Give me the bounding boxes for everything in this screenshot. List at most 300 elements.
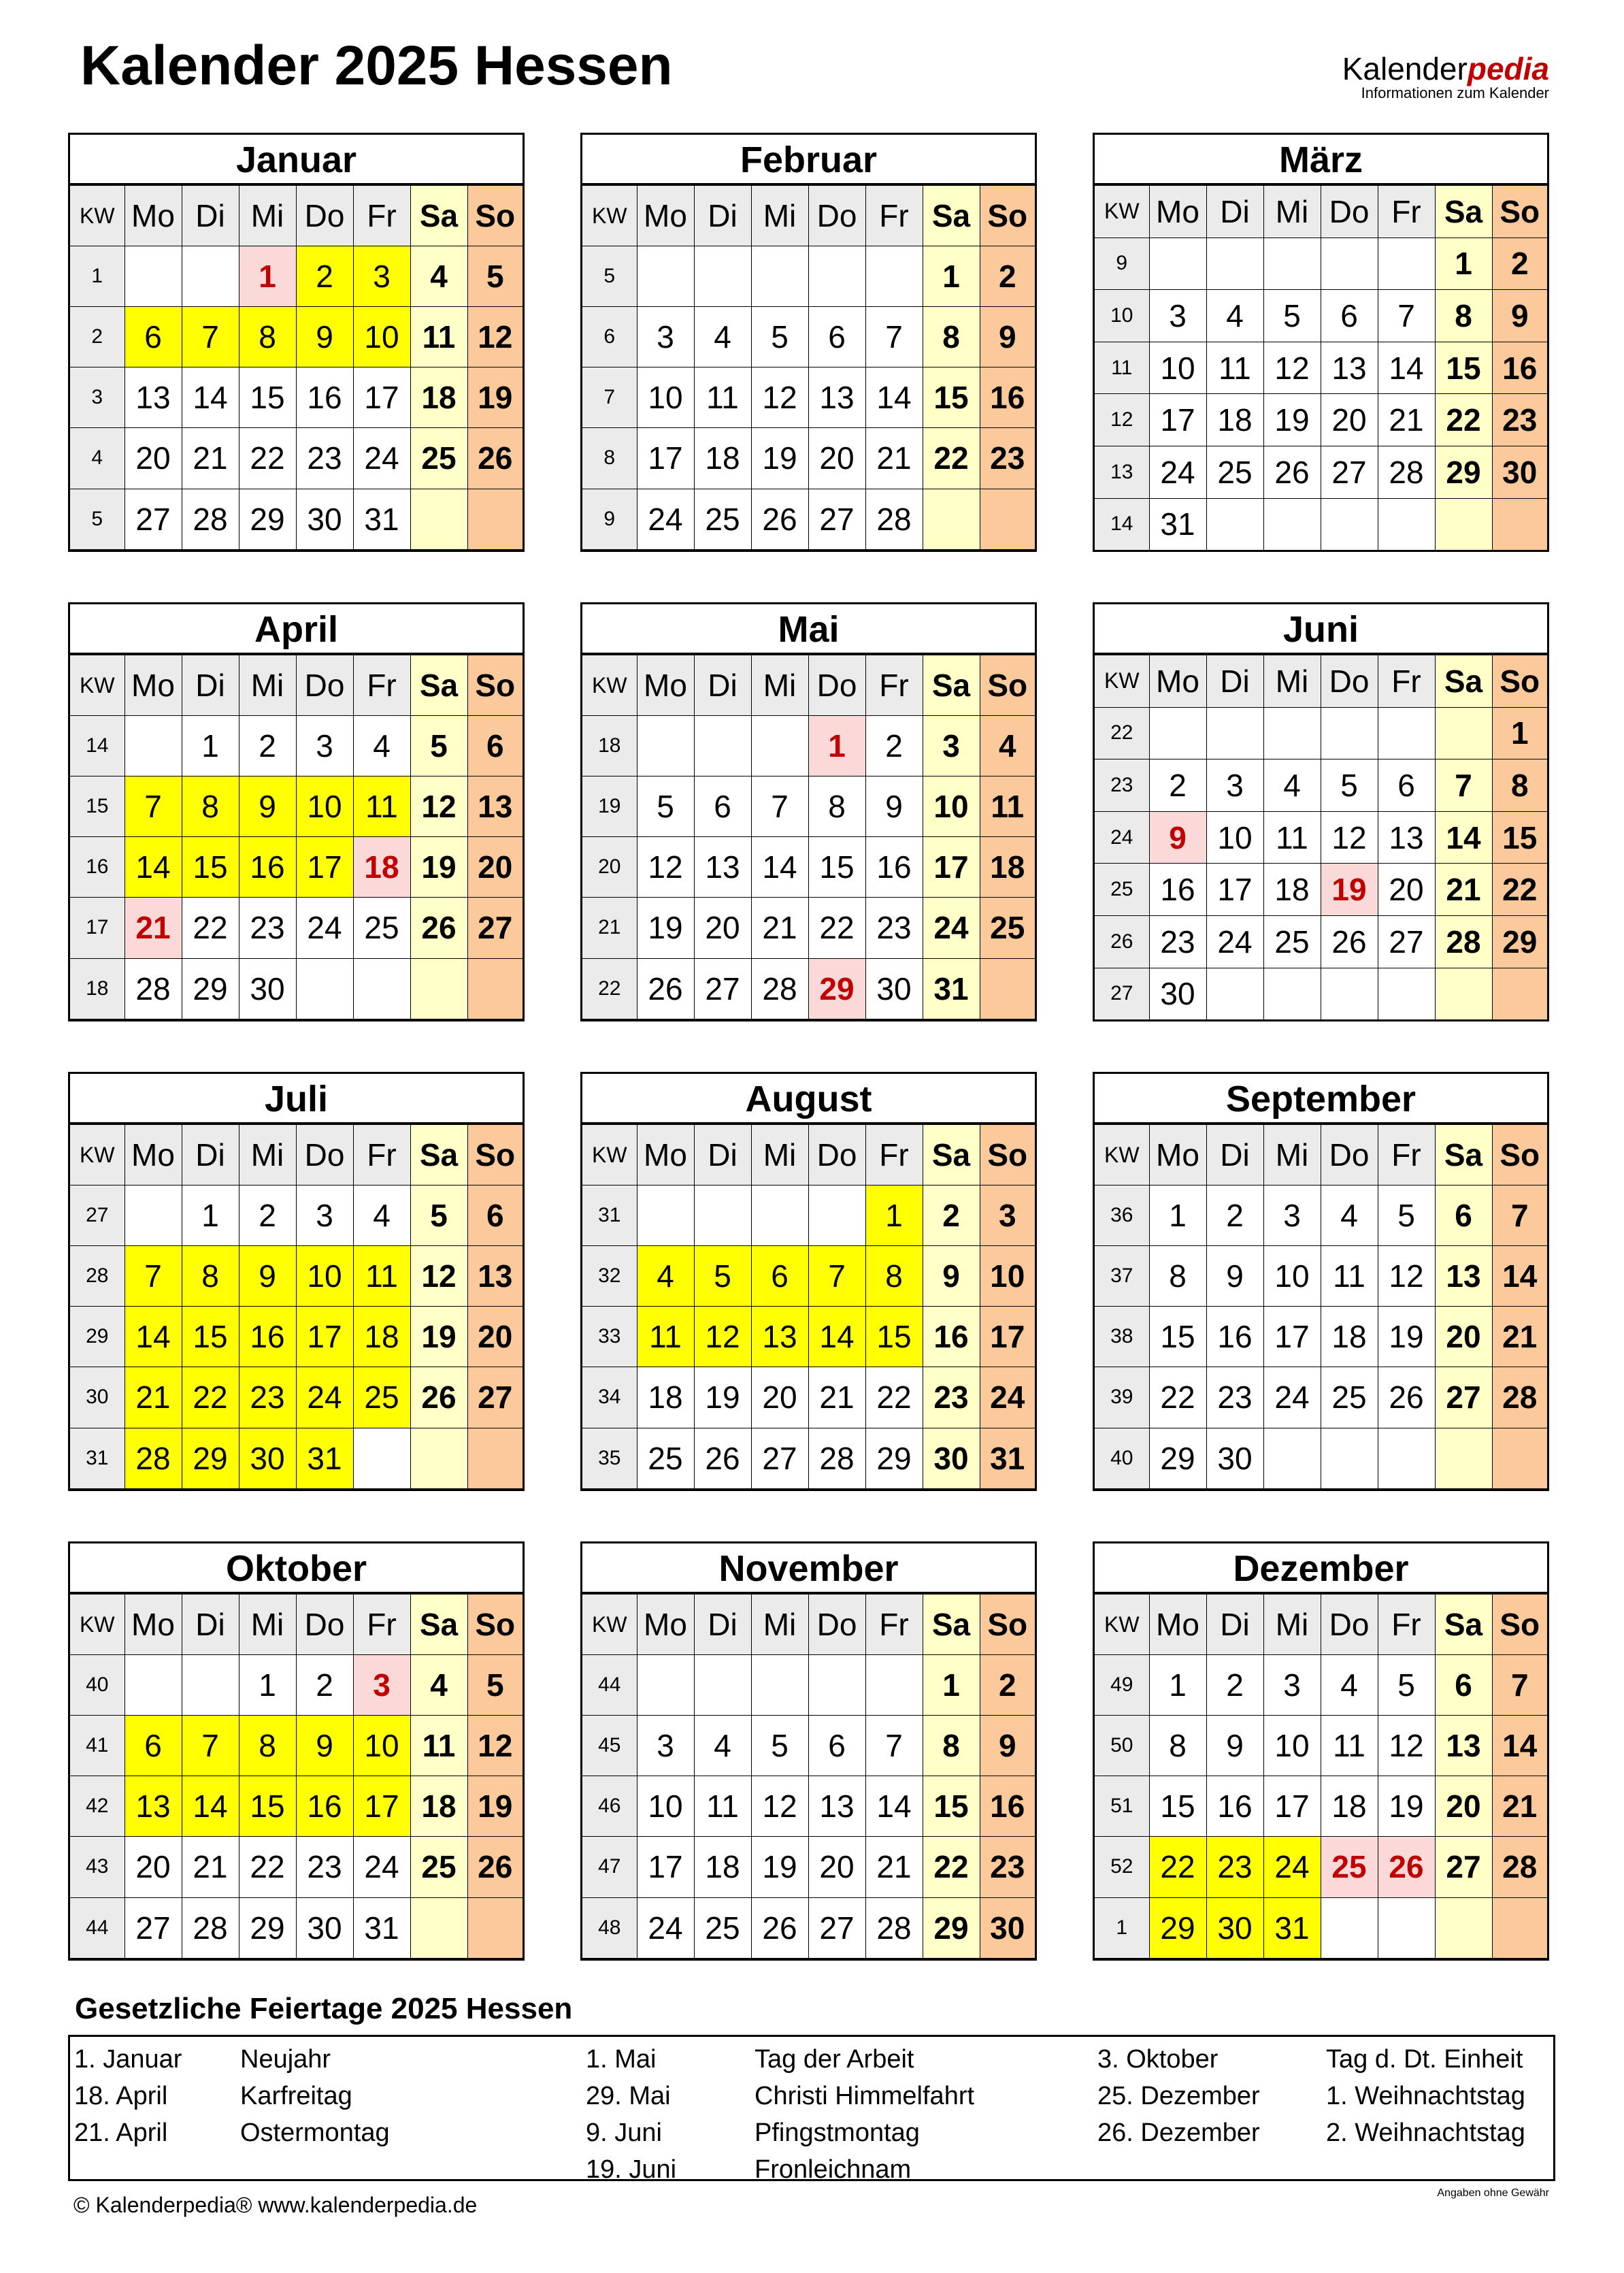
day-cell: 19: [1263, 394, 1321, 446]
empty-day-cell: [182, 549, 239, 550]
weekday-header: Sa: [410, 1125, 467, 1185]
day-cell: 31: [353, 489, 410, 549]
week-number: [1095, 1488, 1149, 1489]
day-cell: 2: [239, 716, 296, 776]
month-6: [1093, 602, 1549, 1021]
kw-header: KW: [70, 186, 125, 246]
weekday-header-row: [1095, 1595, 1547, 1655]
empty-day-cell: [980, 1488, 1035, 1489]
week-row: [1095, 864, 1547, 916]
empty-day-cell: [1321, 1958, 1378, 1959]
day-cell: 4: [694, 307, 751, 367]
week-row: [70, 1837, 523, 1897]
month-title: August: [582, 1074, 1035, 1124]
weekday-header: Mo: [637, 1125, 694, 1185]
week-number: [582, 549, 637, 550]
day-cell: 22: [182, 898, 239, 958]
weekday-header: Di: [182, 186, 239, 246]
day-cell: 22: [1435, 394, 1492, 446]
week-row: [1095, 707, 1547, 759]
kw-header: KW: [582, 186, 637, 246]
weekday-header: Di: [182, 655, 239, 716]
day-cell: 9: [296, 307, 353, 367]
day-cell: 3: [980, 1185, 1035, 1246]
empty-day-cell: [125, 1488, 182, 1489]
day-cell: 17: [637, 1837, 694, 1897]
week-number: 43: [70, 1837, 125, 1897]
day-cell: 10: [637, 367, 694, 428]
day-cell: 16: [239, 837, 296, 898]
week-row: [582, 367, 1035, 428]
day-cell: 6: [467, 716, 523, 776]
week-row: [70, 1488, 523, 1489]
day-cell: 4: [1206, 290, 1263, 342]
day-cell: 20: [125, 1837, 182, 1897]
day-cell: 27: [751, 1428, 808, 1488]
empty-day-cell: [1206, 498, 1263, 550]
day-cell: 27: [1321, 446, 1378, 498]
weekday-header: Mo: [637, 1595, 694, 1655]
footer-disclaimer: Angaben ohne Gewähr: [1437, 2187, 1549, 2199]
empty-day-cell: [1435, 1958, 1492, 1959]
empty-day-cell: [1378, 238, 1435, 290]
empty-day-cell: [296, 549, 353, 550]
holiday-date: 1. Januar: [74, 2045, 182, 2074]
empty-day-cell: [1435, 1488, 1492, 1489]
holiday-date: 3. Oktober: [1097, 2045, 1219, 2074]
day-cell: 30: [296, 1897, 353, 1958]
day-cell: 5: [751, 307, 808, 367]
weekday-header: Do: [296, 1125, 353, 1185]
day-cell: 22: [865, 1367, 923, 1428]
empty-day-cell: [637, 246, 694, 307]
day-cell: 26: [694, 1428, 751, 1488]
day-cell: 29: [182, 958, 239, 1019]
day-cell: 10: [1206, 811, 1263, 864]
week-row: [1095, 446, 1547, 498]
logo-brand-plain: Kalender: [1342, 51, 1468, 86]
day-cell: 16: [296, 1776, 353, 1837]
empty-day-cell: [296, 1488, 353, 1489]
empty-day-cell: [980, 489, 1035, 549]
day-cell: 13: [125, 1776, 182, 1837]
day-cell: 25: [1206, 446, 1263, 498]
week-number: 4: [70, 428, 125, 489]
month-3: [1093, 133, 1549, 552]
day-cell: 19: [410, 1307, 467, 1367]
empty-day-cell: [410, 1488, 467, 1489]
month-title: September: [1095, 1074, 1547, 1124]
day-cell: 29: [1149, 1897, 1206, 1958]
day-cell: 2: [1206, 1185, 1263, 1246]
empty-day-cell: [467, 489, 523, 549]
day-cell: 17: [353, 1776, 410, 1837]
day-cell: 26: [1321, 915, 1378, 968]
day-cell: 9: [239, 776, 296, 837]
weekday-header: Fr: [865, 186, 923, 246]
day-cell: 28: [125, 1428, 182, 1488]
weekday-header: Fr: [865, 655, 923, 716]
week-row: [582, 1488, 1035, 1489]
logo-tagline: Informationen zum Kalender: [1361, 84, 1549, 101]
day-cell: 18: [410, 1776, 467, 1837]
day-cell: 2: [980, 246, 1035, 307]
weekday-header: So: [980, 186, 1035, 246]
kw-header: KW: [582, 1125, 637, 1185]
day-cell: 24: [1149, 446, 1206, 498]
day-cell: 25: [353, 1367, 410, 1428]
empty-day-cell: [410, 1897, 467, 1958]
empty-day-cell: [1378, 498, 1435, 550]
week-row: [1095, 394, 1547, 446]
kw-header: KW: [1095, 1125, 1149, 1185]
day-cell: 15: [182, 1307, 239, 1367]
holidays-title: Gesetzliche Feiertage 2025 Hessen: [75, 1992, 573, 2025]
week-row: [582, 898, 1035, 958]
day-cell: 21: [182, 1837, 239, 1897]
day-cell: 8: [1149, 1716, 1206, 1776]
day-cell: 20: [694, 898, 751, 958]
day-cell: 6: [694, 776, 751, 837]
week-number: 1: [1095, 1897, 1149, 1958]
day-cell: 7: [1435, 759, 1492, 812]
week-number: 37: [1095, 1246, 1149, 1307]
day-cell: 21: [808, 1367, 865, 1428]
day-cell: 3: [353, 1655, 410, 1716]
day-cell: 5: [1263, 290, 1321, 342]
week-number: 21: [582, 898, 637, 958]
day-cell: 2: [980, 1655, 1035, 1716]
day-cell: 25: [353, 898, 410, 958]
week-number: 27: [70, 1185, 125, 1246]
day-cell: 18: [694, 428, 751, 489]
week-number: 8: [582, 428, 637, 489]
kw-header: KW: [582, 655, 637, 716]
day-cell: 16: [980, 367, 1035, 428]
day-cell: 18: [353, 1307, 410, 1367]
day-cell: 17: [637, 428, 694, 489]
day-cell: 8: [923, 307, 980, 367]
day-cell: 10: [637, 1776, 694, 1837]
weekday-header: Do: [296, 655, 353, 716]
empty-day-cell: [694, 246, 751, 307]
week-row: [582, 716, 1035, 776]
weekday-header: Mo: [637, 655, 694, 716]
day-cell: 18: [1321, 1776, 1378, 1837]
month-9: [1093, 1072, 1549, 1491]
weekday-header: Di: [1206, 1125, 1263, 1185]
day-cell: 9: [296, 1716, 353, 1776]
day-cell: 13: [1435, 1716, 1492, 1776]
weekday-header: Sa: [410, 186, 467, 246]
weekday-header: Fr: [353, 186, 410, 246]
week-number: 22: [582, 958, 637, 1019]
empty-day-cell: [467, 1897, 523, 1958]
empty-day-cell: [1492, 1488, 1547, 1489]
day-cell: 31: [1149, 498, 1206, 550]
day-cell: 18: [353, 837, 410, 898]
day-cell: 18: [1263, 864, 1321, 916]
empty-day-cell: [296, 958, 353, 1019]
empty-day-cell: [1263, 1488, 1321, 1489]
day-cell: 26: [751, 489, 808, 549]
day-cell: 3: [1263, 1185, 1321, 1246]
day-cell: 5: [467, 1655, 523, 1716]
day-cell: 11: [353, 1246, 410, 1307]
day-cell: 2: [296, 246, 353, 307]
day-cell: 15: [239, 367, 296, 428]
day-cell: 17: [1263, 1307, 1321, 1367]
day-cell: 15: [239, 1776, 296, 1837]
day-cell: 16: [1149, 864, 1206, 916]
day-cell: 21: [865, 428, 923, 489]
weekday-header: Sa: [410, 655, 467, 716]
week-number: 16: [70, 837, 125, 898]
day-cell: 22: [1149, 1837, 1206, 1897]
empty-day-cell: [1149, 707, 1206, 759]
month-title: Mai: [582, 604, 1035, 655]
holiday-date: 29. Mai: [586, 2082, 671, 2110]
month-title: Dezember: [1095, 1543, 1547, 1594]
day-cell: 21: [182, 428, 239, 489]
day-cell: 31: [296, 1428, 353, 1488]
month-7: [68, 1072, 525, 1491]
week-row: [582, 489, 1035, 549]
empty-day-cell: [1492, 1897, 1547, 1958]
day-cell: 14: [808, 1307, 865, 1367]
week-number: 10: [1095, 290, 1149, 342]
day-cell: 31: [923, 958, 980, 1019]
week-row: [582, 1655, 1035, 1716]
empty-day-cell: [410, 1958, 467, 1959]
weekday-header: Mi: [239, 186, 296, 246]
empty-day-cell: [751, 1488, 808, 1489]
empty-day-cell: [694, 1655, 751, 1716]
empty-day-cell: [694, 1488, 751, 1489]
day-cell: 29: [923, 1897, 980, 1958]
week-row: [70, 1185, 523, 1246]
day-cell: 19: [751, 1837, 808, 1897]
day-cell: 7: [125, 1246, 182, 1307]
day-cell: 11: [410, 307, 467, 367]
day-cell: 17: [980, 1307, 1035, 1367]
month-5: [580, 602, 1037, 1021]
empty-day-cell: [125, 246, 182, 307]
day-cell: 25: [410, 1837, 467, 1897]
empty-day-cell: [125, 549, 182, 550]
week-number: 47: [582, 1837, 637, 1897]
day-cell: 24: [637, 1897, 694, 1958]
day-cell: 20: [808, 428, 865, 489]
week-number: 5: [70, 489, 125, 549]
day-cell: 30: [865, 958, 923, 1019]
empty-day-cell: [1263, 968, 1321, 1019]
empty-day-cell: [1492, 968, 1547, 1019]
day-cell: 16: [1206, 1776, 1263, 1837]
empty-day-cell: [1378, 1958, 1435, 1959]
day-cell: 26: [1263, 446, 1321, 498]
kw-header: KW: [1095, 1595, 1149, 1655]
day-cell: 21: [751, 898, 808, 958]
empty-day-cell: [751, 246, 808, 307]
day-cell: 8: [182, 776, 239, 837]
day-cell: 28: [751, 958, 808, 1019]
holiday-name: Tag der Arbeit: [755, 2045, 914, 2074]
week-number: [70, 549, 125, 550]
week-number: 50: [1095, 1716, 1149, 1776]
empty-day-cell: [637, 549, 694, 550]
empty-day-cell: [239, 1958, 296, 1959]
day-cell: 5: [410, 1185, 467, 1246]
empty-day-cell: [467, 1488, 523, 1489]
week-row: [70, 1367, 523, 1428]
month-table: [70, 185, 523, 550]
weekday-header-row: [582, 1125, 1035, 1185]
empty-day-cell: [467, 549, 523, 550]
day-cell: 8: [1492, 759, 1547, 812]
day-cell: 17: [296, 1307, 353, 1367]
day-cell: 2: [239, 1185, 296, 1246]
day-cell: 27: [1378, 915, 1435, 968]
day-cell: 24: [353, 1837, 410, 1897]
weekday-header: So: [467, 655, 523, 716]
weekday-header-row: [70, 1125, 523, 1185]
day-cell: 22: [182, 1367, 239, 1428]
week-row: [1095, 342, 1547, 394]
day-cell: 20: [751, 1367, 808, 1428]
week-row: [1095, 1246, 1547, 1307]
kw-header: KW: [70, 655, 125, 716]
day-cell: 4: [353, 716, 410, 776]
empty-day-cell: [1263, 238, 1321, 290]
empty-day-cell: [694, 716, 751, 776]
month-title: März: [1095, 135, 1547, 185]
day-cell: 8: [808, 776, 865, 837]
day-cell: 11: [694, 367, 751, 428]
week-row: [70, 958, 523, 1019]
day-cell: 19: [467, 367, 523, 428]
day-cell: 23: [980, 428, 1035, 489]
day-cell: 19: [694, 1367, 751, 1428]
day-cell: 13: [751, 1307, 808, 1367]
weekday-header: Mo: [125, 655, 182, 716]
week-row: [1095, 759, 1547, 812]
day-cell: 6: [808, 1716, 865, 1776]
weekday-header: Mi: [751, 655, 808, 716]
day-cell: 28: [182, 1897, 239, 1958]
weekday-header: Sa: [923, 1595, 980, 1655]
day-cell: 11: [1321, 1716, 1378, 1776]
day-cell: 27: [1435, 1837, 1492, 1897]
empty-day-cell: [182, 246, 239, 307]
week-number: 35: [582, 1428, 637, 1488]
empty-day-cell: [1321, 238, 1378, 290]
week-number: 25: [1095, 864, 1149, 916]
month-title: Juli: [70, 1074, 523, 1124]
empty-day-cell: [1321, 1488, 1378, 1489]
day-cell: 25: [694, 1897, 751, 1958]
day-cell: 7: [865, 307, 923, 367]
day-cell: 4: [1321, 1655, 1378, 1716]
month-12: [1093, 1541, 1549, 1961]
day-cell: 5: [637, 776, 694, 837]
kw-header: KW: [582, 1595, 637, 1655]
weekday-header-row: [70, 1595, 523, 1655]
day-cell: 20: [808, 1837, 865, 1897]
weekday-header: Sa: [1435, 186, 1492, 238]
day-cell: 11: [353, 776, 410, 837]
empty-day-cell: [751, 1655, 808, 1716]
week-number: 39: [1095, 1367, 1149, 1428]
day-cell: 26: [751, 1897, 808, 1958]
day-cell: 1: [1435, 238, 1492, 290]
holiday-date: 1. Mai: [586, 2045, 657, 2074]
month-table: [582, 185, 1035, 550]
day-cell: 29: [182, 1428, 239, 1488]
week-number: 12: [1095, 394, 1149, 446]
day-cell: 29: [808, 958, 865, 1019]
empty-day-cell: [637, 1185, 694, 1246]
empty-day-cell: [296, 1958, 353, 1959]
day-cell: 30: [1206, 1897, 1263, 1958]
day-cell: 23: [1492, 394, 1547, 446]
week-number: 42: [70, 1776, 125, 1837]
day-cell: 9: [1206, 1716, 1263, 1776]
day-cell: 12: [637, 837, 694, 898]
empty-day-cell: [923, 1488, 980, 1489]
day-cell: 3: [1206, 759, 1263, 812]
day-cell: 16: [865, 837, 923, 898]
day-cell: 14: [182, 367, 239, 428]
week-row: [1095, 1716, 1547, 1776]
day-cell: 9: [865, 776, 923, 837]
day-cell: 4: [410, 246, 467, 307]
day-cell: 11: [410, 1716, 467, 1776]
empty-day-cell: [467, 958, 523, 1019]
week-row: [1095, 1367, 1547, 1428]
week-row: [70, 1958, 523, 1959]
day-cell: 30: [1206, 1428, 1263, 1488]
day-cell: 14: [1492, 1716, 1547, 1776]
day-cell: 10: [1263, 1246, 1321, 1307]
day-cell: 25: [1263, 915, 1321, 968]
week-row: [582, 307, 1035, 367]
empty-day-cell: [1321, 968, 1378, 1019]
week-row: [1095, 811, 1547, 864]
day-cell: 13: [467, 776, 523, 837]
day-cell: 26: [1378, 1367, 1435, 1428]
weekday-header: Di: [694, 655, 751, 716]
weekday-header: Fr: [1378, 186, 1435, 238]
empty-day-cell: [125, 1655, 182, 1716]
month-table: [1095, 185, 1547, 550]
empty-day-cell: [1321, 1897, 1378, 1958]
day-cell: 8: [1149, 1246, 1206, 1307]
week-number: 36: [1095, 1185, 1149, 1246]
weekday-header: Di: [182, 1125, 239, 1185]
week-number: 7: [582, 367, 637, 428]
week-number: [582, 1958, 637, 1959]
day-cell: 2: [1206, 1655, 1263, 1716]
week-number: 5: [582, 246, 637, 307]
empty-day-cell: [1263, 1428, 1321, 1488]
day-cell: 14: [1492, 1246, 1547, 1307]
week-row: [582, 1958, 1035, 1959]
month-table: [582, 1124, 1035, 1489]
day-cell: 16: [980, 1776, 1035, 1837]
day-cell: 19: [410, 837, 467, 898]
day-cell: 13: [1435, 1246, 1492, 1307]
